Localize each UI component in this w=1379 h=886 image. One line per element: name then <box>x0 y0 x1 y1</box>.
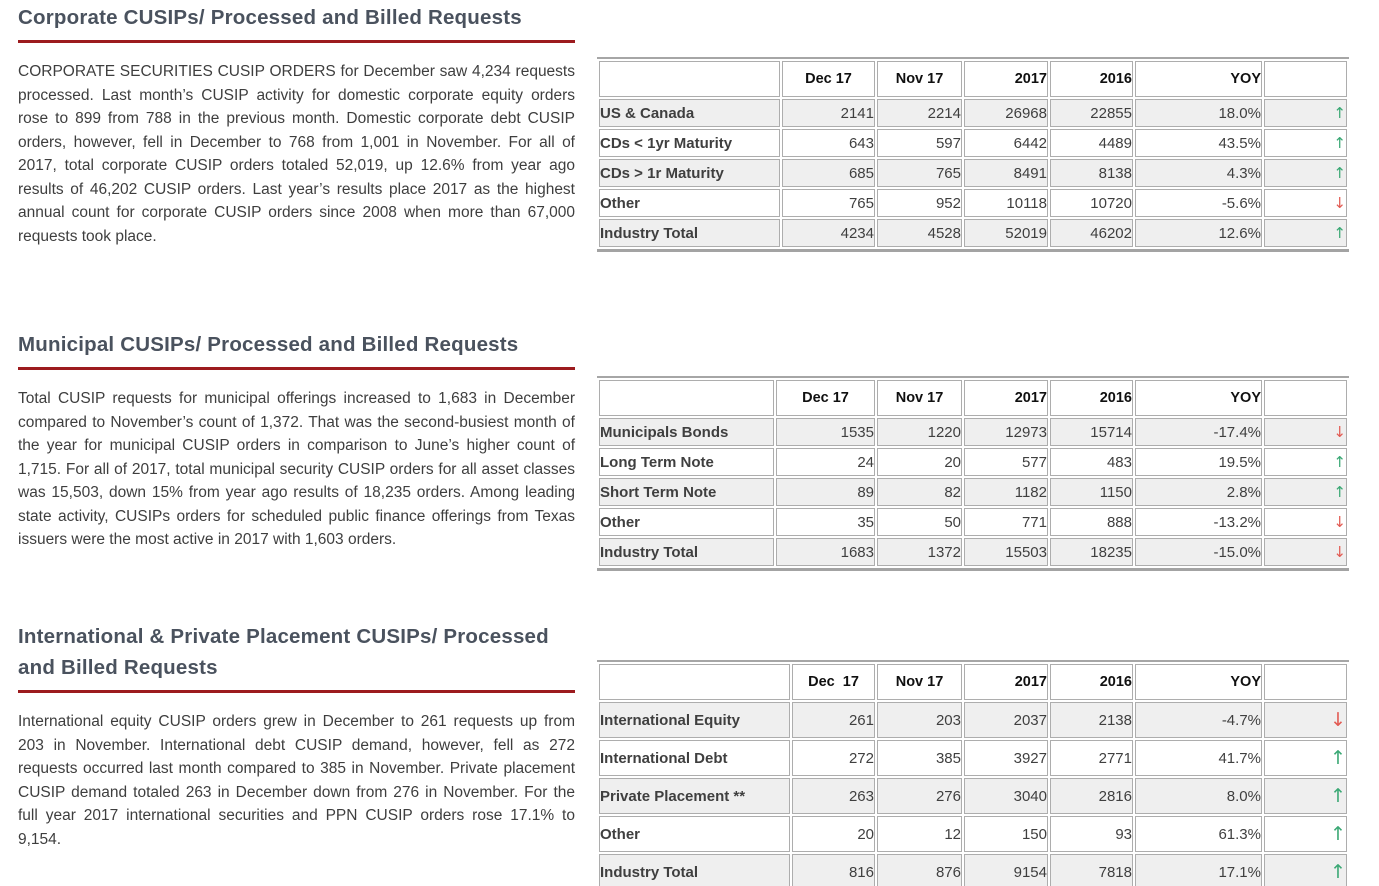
nov17-value-cell: 952 <box>877 189 962 217</box>
trend-cell <box>1264 159 1347 187</box>
column-header-yoy: YOY <box>1135 61 1262 97</box>
trend-up-arrow-icon: ↑ <box>1333 104 1346 122</box>
dec17-value-cell: 685 <box>782 159 875 187</box>
year2017-value-cell: 15503 <box>964 538 1048 566</box>
year2017-value-cell: 12973 <box>964 418 1048 446</box>
table-row <box>599 854 1347 886</box>
section-municipal-text <box>18 329 575 552</box>
nov17-value-cell: 82 <box>877 478 962 506</box>
table-row <box>599 478 1347 506</box>
table-row <box>599 219 1347 247</box>
trend-down-arrow-icon: ↓ <box>1333 543 1346 561</box>
column-header-yoy: YOY <box>1135 664 1262 700</box>
yoy-value-cell: -5.6% <box>1135 189 1262 217</box>
nov17-value-cell: 2214 <box>877 99 962 127</box>
dec17-value-cell: 816 <box>792 854 875 886</box>
dec17-value-cell: 643 <box>782 129 875 157</box>
table-row <box>599 778 1347 814</box>
trend-up-arrow-icon: ↑ <box>1333 134 1346 152</box>
year2017-value-cell: 6442 <box>964 129 1048 157</box>
table-row <box>599 740 1347 776</box>
trend-cell <box>1264 702 1347 738</box>
yoy-value-cell: 61.3% <box>1135 816 1262 852</box>
yoy-value-cell: 19.5% <box>1135 448 1262 476</box>
table-row <box>599 702 1347 738</box>
yoy-value-cell: -17.4% <box>1135 418 1262 446</box>
heading-rule <box>18 367 575 370</box>
row-label-cell: Industry Total <box>599 538 774 566</box>
nov17-value-cell: 385 <box>877 740 962 776</box>
column-header-blank <box>599 664 790 700</box>
nov17-value-cell: 4528 <box>877 219 962 247</box>
yoy-value-cell: 4.3% <box>1135 159 1262 187</box>
trend-up-arrow-icon: ↑ <box>1333 224 1346 242</box>
trend-up-arrow-icon: ↑ <box>1333 483 1346 501</box>
yoy-value-cell: 8.0% <box>1135 778 1262 814</box>
nov17-value-cell: 12 <box>877 816 962 852</box>
dec17-value-cell: 20 <box>792 816 875 852</box>
dec17-value-cell: 765 <box>782 189 875 217</box>
dec17-value-cell: 261 <box>792 702 875 738</box>
year2016-value-cell: 10720 <box>1050 189 1133 217</box>
dec17-value-cell: 35 <box>776 508 875 536</box>
municipal-cusip-table <box>597 376 1349 571</box>
table-header-row <box>599 61 1347 97</box>
year2016-value-cell: 18235 <box>1050 538 1133 566</box>
nov17-value-cell: 1372 <box>877 538 962 566</box>
trend-cell <box>1264 418 1347 446</box>
trend-cell <box>1264 816 1347 852</box>
trend-cell <box>1264 129 1347 157</box>
row-label-cell: Short Term Note <box>599 478 774 506</box>
international-cusip-table <box>597 660 1349 886</box>
yoy-value-cell: 12.6% <box>1135 219 1262 247</box>
row-label-cell: CDs > 1r Maturity <box>599 159 780 187</box>
yoy-value-cell: 43.5% <box>1135 129 1262 157</box>
column-header-blank <box>599 380 774 416</box>
yoy-value-cell: -4.7% <box>1135 702 1262 738</box>
trend-cell <box>1264 740 1347 776</box>
section-paragraph-international: International equity CUSIP orders grew in December to 261 requests up from 203 in November. International debt CUSIP demand, however, fell as 272 requests occurred last month compared to 385 in November. Private placement CUSIP demand totaled 263 in December down from 276 in November. For the full year 2017 international securities and PPN CUSIP orders rose 17.1% to 9,154. <box>18 713 575 848</box>
column-header-nov17: Nov 17 <box>877 664 962 700</box>
section-heading-municipal: Municipal CUSIPs/ Processed and Billed Requests <box>18 333 519 356</box>
dec17-value-cell: 4234 <box>782 219 875 247</box>
heading-rule <box>18 690 575 693</box>
table-header-row <box>599 664 1347 700</box>
section-paragraph-municipal: Total CUSIP requests for municipal offerings increased to 1,683 in December compared to November’s count of 1,372. That was the second-busiest month of the year for municipal CUSIP orders in comparison to June’s higher count of 1,715. For all of 2017, total municipal security CUSIP orders for all asset classes was 15,503, down 15% from year ago results of 18,235 orders. Among leading state activity, CUSIPs orders for scheduled public finance offerings from Texas issuers were the most active in 2017 with 1,603 orders. <box>18 390 575 548</box>
trend-cell <box>1264 508 1347 536</box>
section-international-text <box>18 621 575 851</box>
row-label-cell: Long Term Note <box>599 448 774 476</box>
year2016-value-cell: 22855 <box>1050 99 1133 127</box>
year2017-value-cell: 26968 <box>964 99 1048 127</box>
table-row <box>599 448 1347 476</box>
yoy-value-cell: 18.0% <box>1135 99 1262 127</box>
trend-up-arrow-icon: ↑ <box>1333 164 1346 182</box>
trend-down-arrow-icon: ↓ <box>1333 513 1346 531</box>
yoy-value-cell: 41.7% <box>1135 740 1262 776</box>
row-label-cell: CDs < 1yr Maturity <box>599 129 780 157</box>
column-header-trend <box>1264 61 1347 97</box>
year2017-value-cell: 2037 <box>964 702 1048 738</box>
row-label-cell: Other <box>599 189 780 217</box>
column-header-2016: 2016 <box>1050 380 1133 416</box>
nov17-value-cell: 597 <box>877 129 962 157</box>
row-label-cell: Private Placement ** <box>599 778 790 814</box>
year2016-value-cell: 46202 <box>1050 219 1133 247</box>
year2016-value-cell: 888 <box>1050 508 1133 536</box>
trend-cell <box>1264 99 1347 127</box>
dec17-value-cell: 89 <box>776 478 875 506</box>
year2016-value-cell: 15714 <box>1050 418 1133 446</box>
nov17-value-cell: 1220 <box>877 418 962 446</box>
dec17-value-cell: 2141 <box>782 99 875 127</box>
year2017-value-cell: 52019 <box>964 219 1048 247</box>
year2017-value-cell: 3927 <box>964 740 1048 776</box>
row-label-cell: International Equity <box>599 702 790 738</box>
row-label-cell: Municipals Bonds <box>599 418 774 446</box>
column-header-dec17: Dec 17 <box>792 664 875 700</box>
table-row <box>599 418 1347 446</box>
year2016-value-cell: 1150 <box>1050 478 1133 506</box>
year2017-value-cell: 577 <box>964 448 1048 476</box>
trend-cell <box>1264 538 1347 566</box>
trend-cell <box>1264 854 1347 886</box>
section-corporate-text <box>18 2 575 248</box>
trend-up-arrow-icon: ↑ <box>1330 747 1346 769</box>
column-header-2016: 2016 <box>1050 664 1133 700</box>
yoy-value-cell: 17.1% <box>1135 854 1262 886</box>
trend-cell <box>1264 219 1347 247</box>
trend-cell <box>1264 778 1347 814</box>
row-label-cell: US & Canada <box>599 99 780 127</box>
table-row <box>599 129 1347 157</box>
trend-up-arrow-icon: ↑ <box>1330 785 1346 807</box>
row-label-cell: International Debt <box>599 740 790 776</box>
section-heading-international: International & Private Placement CUSIPs/ Processed and Billed Requests <box>18 625 549 679</box>
nov17-value-cell: 203 <box>877 702 962 738</box>
year2017-value-cell: 150 <box>964 816 1048 852</box>
column-header-nov17: Nov 17 <box>877 380 962 416</box>
trend-cell <box>1264 478 1347 506</box>
column-header-dec17: Dec 17 <box>776 380 875 416</box>
row-label-cell: Industry Total <box>599 854 790 886</box>
year2016-value-cell: 2138 <box>1050 702 1133 738</box>
year2017-value-cell: 9154 <box>964 854 1048 886</box>
yoy-value-cell: 2.8% <box>1135 478 1262 506</box>
table-header-row <box>599 380 1347 416</box>
table-row <box>599 508 1347 536</box>
dec17-value-cell: 263 <box>792 778 875 814</box>
dec17-value-cell: 272 <box>792 740 875 776</box>
row-label-cell: Other <box>599 508 774 536</box>
year2016-value-cell: 4489 <box>1050 129 1133 157</box>
column-header-trend <box>1264 664 1347 700</box>
year2017-value-cell: 8491 <box>964 159 1048 187</box>
year2016-value-cell: 8138 <box>1050 159 1133 187</box>
column-header-2017: 2017 <box>964 664 1048 700</box>
nov17-value-cell: 276 <box>877 778 962 814</box>
year2016-value-cell: 483 <box>1050 448 1133 476</box>
section-paragraph-corporate: CORPORATE SECURITIES CUSIP ORDERS for December saw 4,234 requests processed. Last month’s CUSIP activity for domestic corporate equity orders rose to 899 from 788 in the previous month. Domestic corporate debt CUSIP orders, however, fell in December to 768 from 1,001 in November. For all of 2017, total corporate CUSIP orders totaled 52,019, up 12.6% from year ago results of 46,202 CUSIP orders. Last year’s results place 2017 as the highest annual count for corporate CUSIP orders since 2008 when more than 67,000 requests took place. <box>18 63 575 245</box>
nov17-value-cell: 20 <box>877 448 962 476</box>
dec17-value-cell: 1535 <box>776 418 875 446</box>
corporate-cusip-table <box>597 57 1349 252</box>
column-header-2017: 2017 <box>964 61 1048 97</box>
trend-up-arrow-icon: ↑ <box>1330 861 1346 883</box>
column-header-blank <box>599 61 780 97</box>
trend-up-arrow-icon: ↑ <box>1333 453 1346 471</box>
row-label-cell: Industry Total <box>599 219 780 247</box>
column-header-2017: 2017 <box>964 380 1048 416</box>
year2016-value-cell: 2771 <box>1050 740 1133 776</box>
year2017-value-cell: 10118 <box>964 189 1048 217</box>
year2017-value-cell: 1182 <box>964 478 1048 506</box>
trend-down-arrow-icon: ↓ <box>1333 423 1346 441</box>
year2017-value-cell: 771 <box>964 508 1048 536</box>
section-heading-corporate: Corporate CUSIPs/ Processed and Billed Requests <box>18 6 522 29</box>
column-header-yoy: YOY <box>1135 380 1262 416</box>
yoy-value-cell: -15.0% <box>1135 538 1262 566</box>
dec17-value-cell: 24 <box>776 448 875 476</box>
table-row <box>599 159 1347 187</box>
heading-rule <box>18 40 575 43</box>
nov17-value-cell: 765 <box>877 159 962 187</box>
trend-down-arrow-icon: ↓ <box>1333 194 1346 212</box>
column-header-2016: 2016 <box>1050 61 1133 97</box>
table-row <box>599 99 1347 127</box>
row-label-cell: Other <box>599 816 790 852</box>
trend-up-arrow-icon: ↑ <box>1330 823 1346 845</box>
trend-cell <box>1264 189 1347 217</box>
year2016-value-cell: 93 <box>1050 816 1133 852</box>
trend-cell <box>1264 448 1347 476</box>
table-row <box>599 189 1347 217</box>
yoy-value-cell: -13.2% <box>1135 508 1262 536</box>
nov17-value-cell: 50 <box>877 508 962 536</box>
column-header-nov17: Nov 17 <box>877 61 962 97</box>
table-row <box>599 538 1347 566</box>
nov17-value-cell: 876 <box>877 854 962 886</box>
dec17-value-cell: 1683 <box>776 538 875 566</box>
year2017-value-cell: 3040 <box>964 778 1048 814</box>
table-row <box>599 816 1347 852</box>
column-header-dec17: Dec 17 <box>782 61 875 97</box>
year2016-value-cell: 2816 <box>1050 778 1133 814</box>
year2016-value-cell: 7818 <box>1050 854 1133 886</box>
trend-down-arrow-icon: ↓ <box>1330 709 1346 731</box>
column-header-trend <box>1264 380 1347 416</box>
